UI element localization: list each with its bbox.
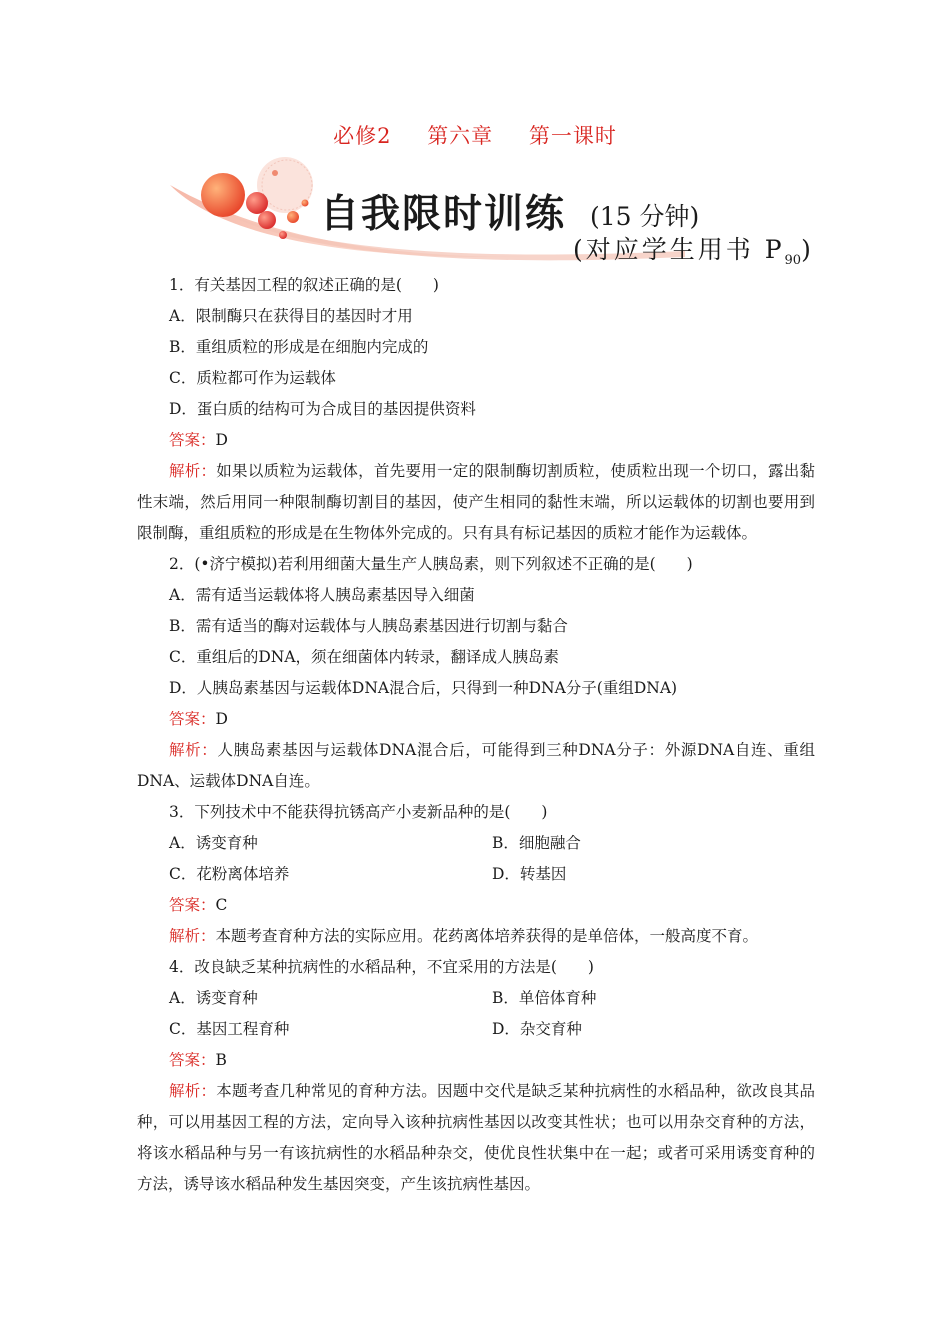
page-header	[0, 120, 950, 150]
analysis-text: 人胰岛素基因与运载体DNA混合后，可能得到三种DNA分子：外源DNA自连、重组DNA、运载体DNA自连。	[137, 741, 815, 790]
question-1-answer	[137, 425, 815, 456]
answer-value: D	[215, 710, 228, 728]
question-4-stem: 4．改良缺乏某种抗病性的水稻品种，不宜采用的方法是( )	[169, 958, 594, 976]
question-2-option-d: D．人胰岛素基因与运载体DNA混合后，只得到一种DNA分子(重组DNA)	[169, 679, 678, 697]
question-3-stem: 3．下列技术中不能获得抗锈高产小麦新品种的是( )	[169, 803, 548, 821]
question-2-option-a: A．需有适当运载体将人胰岛素基因导入细菌	[169, 586, 475, 604]
analysis-text: 本题考查育种方法的实际应用。花药离体培养获得的是单倍体，一般高度不育。	[215, 927, 759, 945]
question-2-option-c: C．重组后的DNA，须在细菌体内转录，翻译成人胰岛素	[169, 648, 560, 666]
question-4-option-b: B．单倍体育种	[492, 989, 597, 1007]
exercise-list	[137, 270, 815, 1200]
question-3-answer	[137, 890, 815, 921]
question-1-stem: 1．有关基因工程的叙述正确的是( )	[169, 276, 439, 294]
question-3-options-row-2	[137, 859, 815, 890]
banner-ref-text: (对应学生用书 P	[573, 235, 785, 264]
question-1-option-c: C．质粒都可作为运载体	[169, 369, 336, 387]
question-4-option-c: C．基因工程育种	[169, 1020, 290, 1038]
question-3-option-a: A．诱变育种	[169, 834, 258, 852]
header-lesson: 第一课时	[528, 124, 617, 148]
question-4-options-row-2	[137, 1014, 815, 1045]
answer-label: 答案：	[169, 710, 216, 728]
question-3-options-row-1	[137, 828, 815, 859]
section-banner	[165, 155, 845, 270]
answer-value: D	[215, 431, 228, 449]
banner-page-reference	[573, 230, 814, 268]
banner-ref-close: )	[801, 235, 814, 264]
question-4-option-d: D．杂交育种	[492, 1020, 582, 1038]
answer-label: 答案：	[169, 431, 216, 449]
analysis-label: 解析：	[169, 1082, 217, 1100]
question-2-option-b: B．需有适当的酶对运载体与人胰岛素基因进行切割与黏合	[169, 617, 568, 635]
question-3-option-b: B．细胞融合	[492, 834, 581, 852]
question-1-option-d: D．蛋白质的结构可为合成目的基因提供资料	[169, 400, 476, 418]
question-3-option-c: C．花粉离体培养	[169, 865, 290, 883]
question-4-option-a: A．诱变育种	[169, 989, 258, 1007]
answer-label: 答案：	[169, 896, 216, 914]
question-1-option-b: B．重组质粒的形成是在细胞内完成的	[169, 338, 429, 356]
question-3-analysis	[137, 921, 815, 952]
analysis-text: 如果以质粒为运载体，首先要用一定的限制酶切割质粒，使质粒出现一个切口，露出黏性末端，然后用同一种限制酶切割目的基因，使产生相同的黏性末端，所以运载体的切割也要用到限制酶，重组质粒的形成是在生物体外完成的。只有具有标记基因的质粒才能作为运载体。	[137, 462, 815, 542]
question-4-options-row-1	[137, 983, 815, 1014]
question-4-analysis	[137, 1076, 815, 1200]
analysis-label: 解析：	[169, 927, 216, 945]
question-1-option-a: A．限制酶只在获得目的基因时才用	[169, 307, 413, 325]
banner-ref-page: 90	[784, 253, 802, 268]
question-2-analysis	[137, 735, 815, 797]
question-2-stem: 2．(•济宁模拟)若利用细菌大量生产人胰岛素，则下列叙述不正确的是( )	[169, 555, 693, 573]
analysis-label: 解析：	[169, 741, 218, 759]
question-3-option-d: D．转基因	[492, 865, 567, 883]
banner-time-limit: (15 分钟)	[590, 202, 700, 231]
question-4-answer	[137, 1045, 815, 1076]
answer-label: 答案：	[169, 1051, 216, 1069]
question-1-analysis	[137, 456, 815, 549]
banner-title: 自我限时训练	[320, 192, 567, 237]
answer-value: B	[215, 1051, 227, 1069]
answer-value: C	[215, 896, 228, 914]
header-chapter: 第六章	[427, 124, 494, 148]
header-book: 必修2	[333, 124, 392, 148]
question-2-answer	[137, 704, 815, 735]
analysis-label: 解析：	[169, 462, 217, 480]
analysis-text: 本题考查几种常见的育种方法。因题中交代是缺乏某种抗病性的水稻品种，欲改良其品种，可以用基因工程的方法，定向导入该种抗病性基因以改变其性状；也可以用杂交育种的方法，将该水稻品种与另一有该抗病性的水稻品种杂交，使优良性状集中在一起；或者可采用诱变育种的方法，诱导该水稻品种发生基因突变，产生该抗病性基因。	[137, 1082, 815, 1193]
